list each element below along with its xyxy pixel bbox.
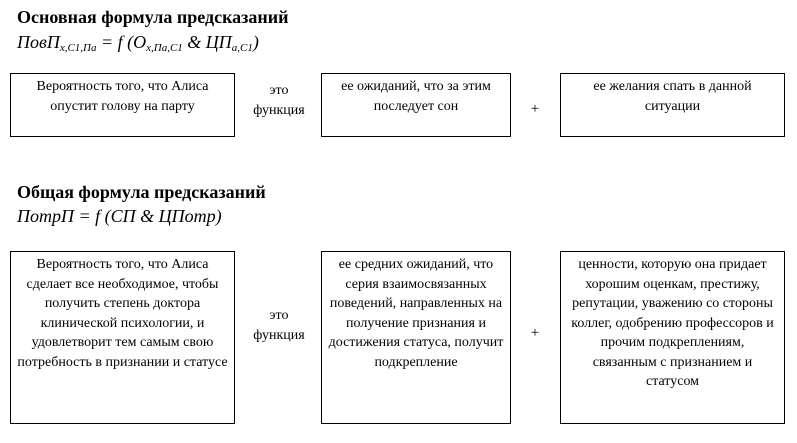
formula-cp-sub: а,С1	[231, 42, 253, 54]
section2-plus: +	[530, 325, 540, 341]
section1-plus: +	[530, 101, 540, 117]
formula-o-sub: х,Па,С1	[146, 42, 183, 54]
section2-box-expectation: ее средних ожиданий, что серия взаимосвязанных поведений, направленных на получение признания и достижения статуса, получит подкрепление	[321, 251, 511, 424]
section1-box-desire: ее желания спать в данной ситуации	[560, 73, 785, 137]
formula-close: )	[252, 32, 259, 52]
section2-box-probability: Вероятность того, что Алиса сделает все необходимое, чтобы получить степень доктора клинической психологии, и удовлетворит тем самым свою потребность в признании и статусе	[10, 251, 235, 424]
formula-lhs: ПовП	[17, 32, 60, 52]
section2-box-value: ценности, которую она придает хорошим оценкам, престижу, репутации, уважению со стороны коллег, одобрению профессоров и прочим подкреплениям, связанным с признанием и статусом	[560, 251, 785, 424]
formula-lhs-sub: х,С1,Па	[59, 42, 97, 54]
section2-connector: это функция	[253, 308, 305, 343]
section2-title: Общая формула предсказаний	[17, 182, 266, 202]
section1-title: Основная формула предсказаний	[17, 7, 289, 27]
formula-mid: = f (О	[96, 32, 147, 52]
section2-formula: ПотрП = f (СП & ЦПотр)	[17, 206, 222, 226]
section1-formula	[17, 32, 259, 58]
formula-amp: & ЦП	[182, 32, 232, 52]
section1-box-probability: Вероятность того, что Алиса опустит голову на парту	[10, 73, 235, 137]
section1-connector: это функция	[253, 83, 305, 118]
section1-box-expectation: ее ожиданий, что за этим последует сон	[321, 73, 511, 137]
